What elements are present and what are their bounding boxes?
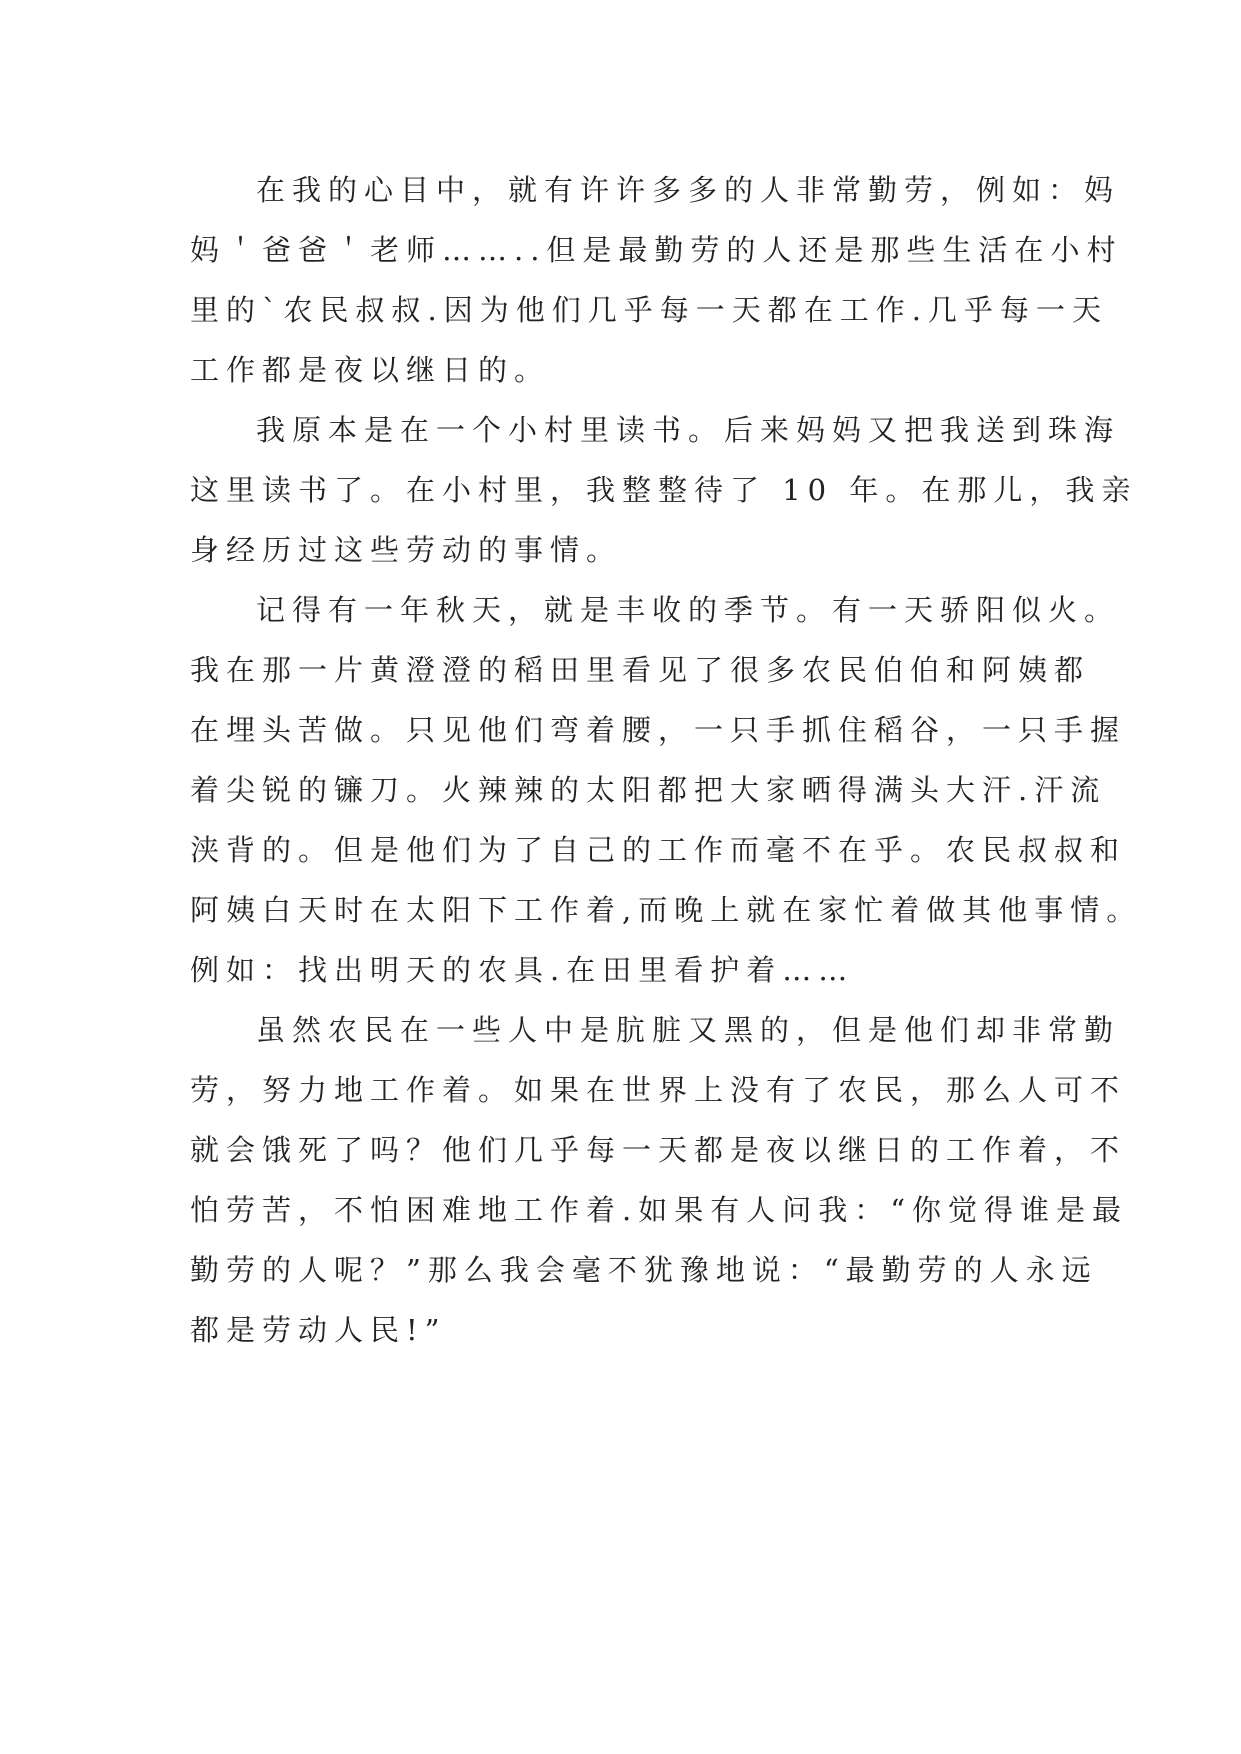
- text-line: 我原本是在一个小村里读书。后来妈妈又把我送到珠海: [256, 413, 1121, 447]
- text-line: 就会饿死了吗？他们几乎每一天都是夜以继日的工作着，不: [190, 1133, 1127, 1167]
- text-line: 这里读书了。在小村里，我整整待了 10 年。在那儿，我亲: [190, 473, 1138, 507]
- text-line: 工作都是夜以继日的。: [190, 353, 551, 387]
- text-line: 我在那一片黄澄澄的稻田里看见了很多农民伯伯和阿姨都: [190, 653, 1091, 687]
- text-line: 里的`农民叔叔.因为他们几乎每一天都在工作.几乎每一天: [190, 293, 1108, 327]
- text-line: 都是劳动人民!”: [190, 1313, 447, 1347]
- paragraph-2: [190, 400, 1138, 580]
- text-line: 浃背的。但是他们为了自己的工作而毫不在乎。农民叔叔和: [190, 833, 1127, 867]
- text-line: 怕劳苦，不怕困难地工作着.如果有人问我：“你觉得谁是最: [190, 1193, 1129, 1227]
- text-line: 例如：找出明天的农具.在田里看护着……: [190, 953, 855, 987]
- text-line: 着尖锐的镰刀。火辣辣的太阳都把大家晒得满头大汗.汗流: [190, 773, 1107, 807]
- paragraph-3: [190, 580, 1143, 1000]
- text-line: 身经历过这些劳动的事情。: [190, 533, 623, 567]
- paragraph-1: [190, 160, 1123, 400]
- essay-body: [190, 160, 1143, 1360]
- text-line: 记得有一年秋天，就是丰收的季节。有一天骄阳似火。: [256, 593, 1121, 627]
- text-line: 在我的心目中，就有许许多多的人非常勤劳，例如：妈: [256, 173, 1121, 207]
- text-line: 虽然农民在一些人中是肮脏又黑的，但是他们却非常勤: [256, 1013, 1121, 1047]
- text-line: 阿姨白天时在太阳下工作着,而晚上就在家忙着做其他事情。: [190, 893, 1143, 927]
- text-line: 劳，努力地工作着。如果在世界上没有了农民，那么人可不: [190, 1073, 1127, 1107]
- paragraph-4: [190, 1000, 1129, 1360]
- text-line: 勤劳的人呢？”那么我会毫不犹豫地说：“最勤劳的人永远: [190, 1253, 1098, 1287]
- text-line: 在埋头苦做。只见他们弯着腰，一只手抓住稻谷，一只手握: [190, 713, 1127, 747]
- text-line: 妈＇爸爸＇老师……..但是最勤劳的人还是那些生活在小村: [190, 233, 1123, 267]
